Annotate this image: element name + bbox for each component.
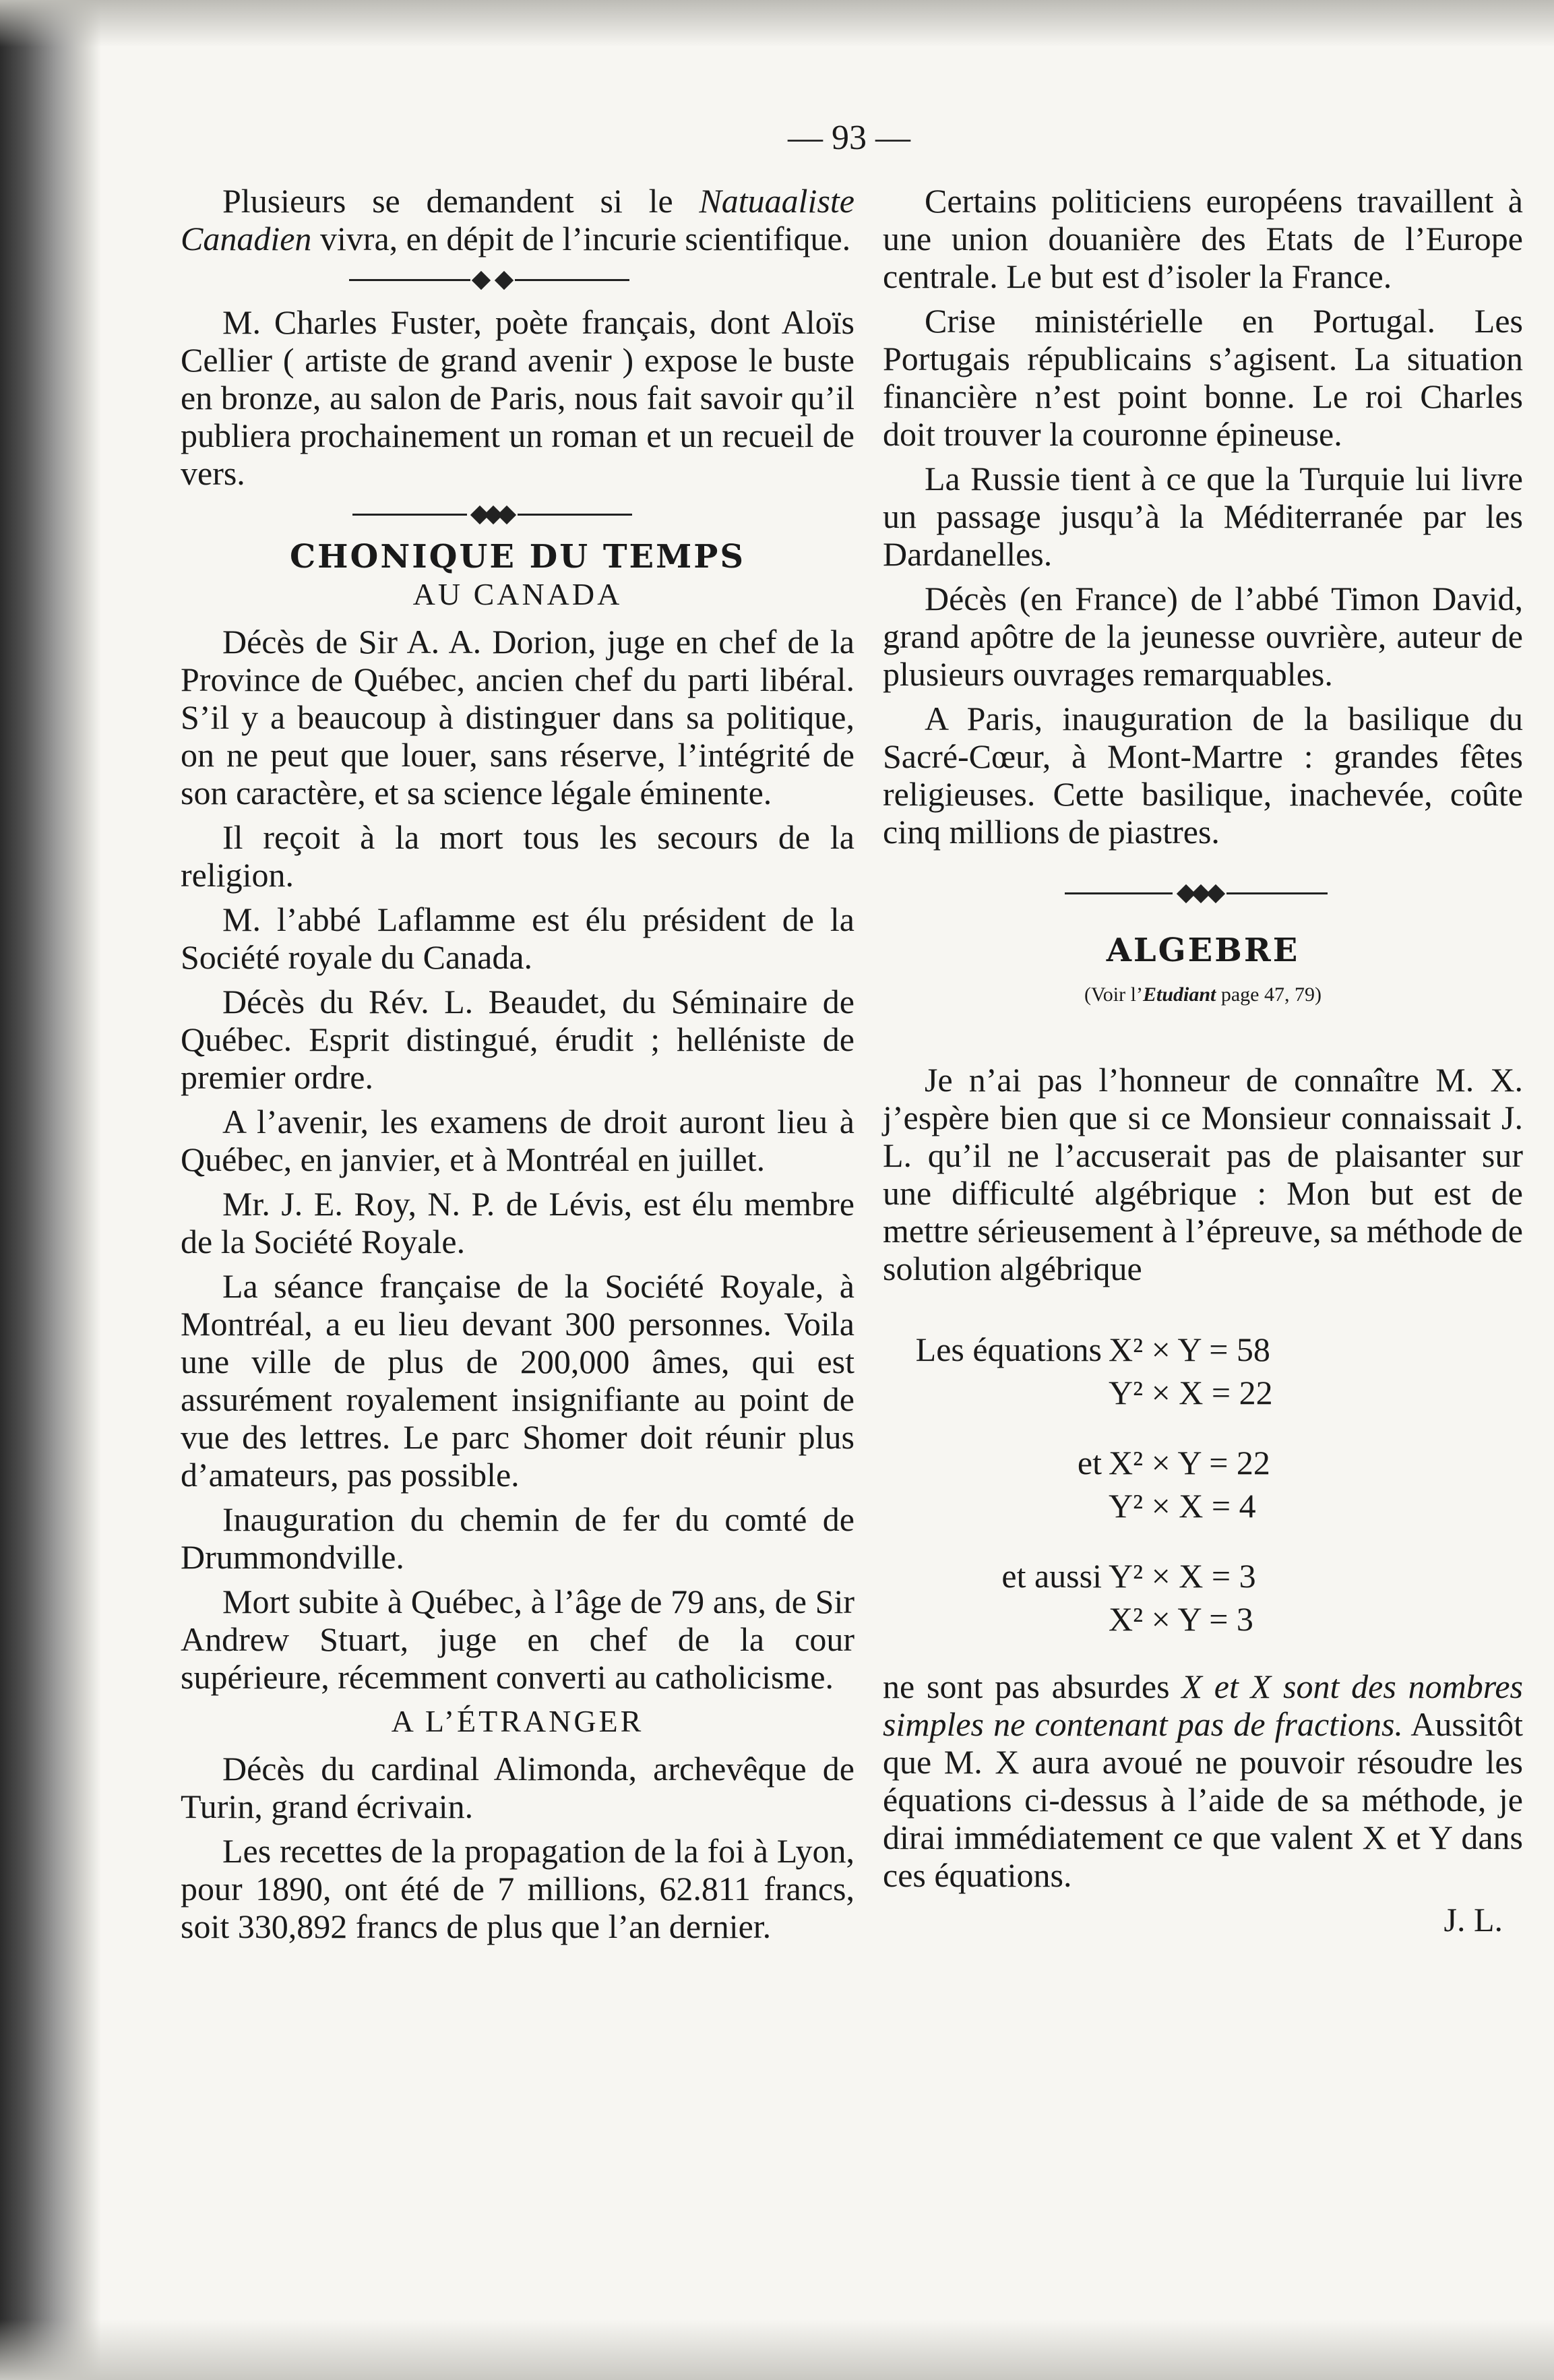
section-heading: CHONIQUE DU TEMPS — [289, 538, 746, 576]
page-number: — 93 — — [788, 119, 910, 157]
news-item: Décès de Sir A. A. Dorion, juge en chef de la Province de Québec, ancien chef du parti libéral. S’il y a beaucoup à distinguer dans sa politique, on ne peut que louer, sans réserve, l’intégrité de son caractère, et sa science légale éminente. — [181, 623, 854, 812]
equation-label: et aussi — [1001, 1557, 1102, 1595]
text: page 47, 79) — [1216, 983, 1322, 1006]
section-subheading-etranger: A L’ÉTRANGER — [391, 1704, 644, 1738]
page-binding-shadow — [0, 0, 101, 2380]
equation-row — [883, 1597, 1523, 1641]
equation-row — [883, 1441, 1523, 1484]
news-item: Crise ministérielle en Portugal. Les Portugais républicains s’agisent. La situation financière n’est point bonne. Le roi Charles doit trouver la couronne épineuse. — [883, 302, 1523, 453]
paragraph-naturaliste — [181, 182, 854, 257]
news-item: Les recettes de la propagation de la foi à Lyon, pour 1890, ont été de 7 millions, 62.811 francs, soit 330,892 francs de plus que l’an dernier. — [181, 1832, 854, 1945]
page-top-edge — [0, 0, 1554, 47]
algebre-conclusion — [883, 1668, 1523, 1894]
news-item: A Paris, inauguration de la basilique du Sacré-Cœur, à Mont-Martre : grandes fêtes religieuses. Cette basilique, inachevée, coûte cinq millions de piastres. — [883, 700, 1523, 851]
text: (Voir l’ — [1084, 983, 1143, 1006]
equation-expression: Y² × X = 3 — [1109, 1557, 1256, 1595]
equation-expression: Y² × X = 22 — [1109, 1374, 1273, 1411]
text: Aussitôt que M. X aura avoué ne pouvoir résoudre les équations ci-dessus à l’aide de sa méthode, je dirai immédiatement ce que valent X et Y dans ces équations. — [883, 1705, 1523, 1894]
signature: J. L. — [1443, 1901, 1503, 1939]
equation-row — [883, 1328, 1523, 1371]
equation-expression: X² × Y = 3 — [1109, 1600, 1253, 1638]
equation-row — [883, 1371, 1523, 1414]
news-item: Inauguration du chemin de fer du comté de Drummondville. — [181, 1500, 854, 1576]
news-item: Certains politiciens européens travaillent à une union douanière des Etats de l’Europe centrale. Le but est d’isoler la France. — [883, 182, 1523, 295]
ornament-divider — [181, 264, 854, 298]
equation-expression: Y² × X = 4 — [1109, 1487, 1256, 1525]
paragraph-fuster: M. Charles Fuster, poète français, dont Aloïs Cellier ( artiste de grand avenir ) expose le buste en bronze, au salon de Paris, nous fait savoir qu’il publiera prochainement un roman et un recueil de vers. — [181, 303, 854, 492]
news-item: Mr. J. E. Roy, N. P. de Lévis, est élu membre de la Société Royale. — [181, 1185, 854, 1260]
news-item: A l’avenir, les examens de droit auront lieu à Québec, en janvier, et à Montréal en juillet. — [181, 1103, 854, 1178]
equation-row — [883, 1484, 1523, 1527]
algebre-intro: Je n’ai pas l’honneur de connaître M. X. j’espère bien que si ce Monsieur connaissait J. L. qu’il ne l’accuserait pas de plaisanter sur une difficulté algébrique : Mon but est de mettre sérieusement à l’épreuve, sa méthode de solution algébrique — [883, 1061, 1523, 1287]
emphasis-text: X et X sont des nombres simples ne contenant pas de fractions. — [883, 1668, 1523, 1743]
reference-note — [883, 976, 1523, 1014]
algebre-heading: ALGEBRE — [1106, 932, 1300, 969]
equation-expression: X² × Y = 58 — [1109, 1331, 1270, 1368]
journal-title: Etudiant — [1142, 983, 1216, 1006]
equation-label: Les équations — [915, 1331, 1102, 1368]
page-bottom-edge — [0, 2319, 1554, 2380]
equation-expression: X² × Y = 22 — [1109, 1444, 1270, 1482]
news-item: Il reçoit à la mort tous les secours de la religion. — [181, 818, 854, 894]
news-item: Décès (en France) de l’abbé Timon David, grand apôtre de la jeunesse ouvrière, auteur de plusieurs ouvrages remarquables. — [883, 580, 1523, 693]
news-item: Décès du cardinal Alimonda, archevêque de Turin, grand écrivain. — [181, 1750, 854, 1825]
text: vivra, en dépit de l’incurie scientifique. — [311, 220, 851, 257]
journal-title: Natuaaliste Canadien — [181, 182, 854, 257]
ornament-divider — [883, 878, 1523, 911]
news-item: Décès du Rév. L. Beaudet, du Séminaire de Québec. Esprit distingué, érudit ; helléniste de premier ordre. — [181, 983, 854, 1096]
news-item: La séance française de la Société Royale, à Montréal, a eu lieu devant 300 personnes. Voila une ville de plus de 200,000 âmes, qui est assurément royalement insignifiante au point de vue des lettres. Le parc Shomer doit réunir plus d’amateurs, pas possible. — [181, 1267, 854, 1494]
text: Plusieurs se demandent si le — [222, 182, 700, 220]
section-subheading-canada: AU CANADA — [412, 577, 623, 611]
right-column — [883, 182, 1523, 1939]
equation-label: et — [1077, 1444, 1102, 1482]
news-item: M. l’abbé Laflamme est élu président de la Société royale du Canada. — [181, 901, 854, 976]
equation-row — [883, 1554, 1523, 1597]
left-column — [181, 182, 854, 1952]
ornament-divider — [181, 499, 854, 532]
news-item: Mort subite à Québec, à l’âge de 79 ans, de Sir Andrew Stuart, juge en chef de la cour supérieure, récemment converti au catholicisme. — [181, 1583, 854, 1696]
news-item: La Russie tient à ce que la Turquie lui livre un passage jusqu’à la Méditerranée par les Dardanelles. — [883, 460, 1523, 573]
text: ne sont pas absurdes — [883, 1668, 1182, 1705]
